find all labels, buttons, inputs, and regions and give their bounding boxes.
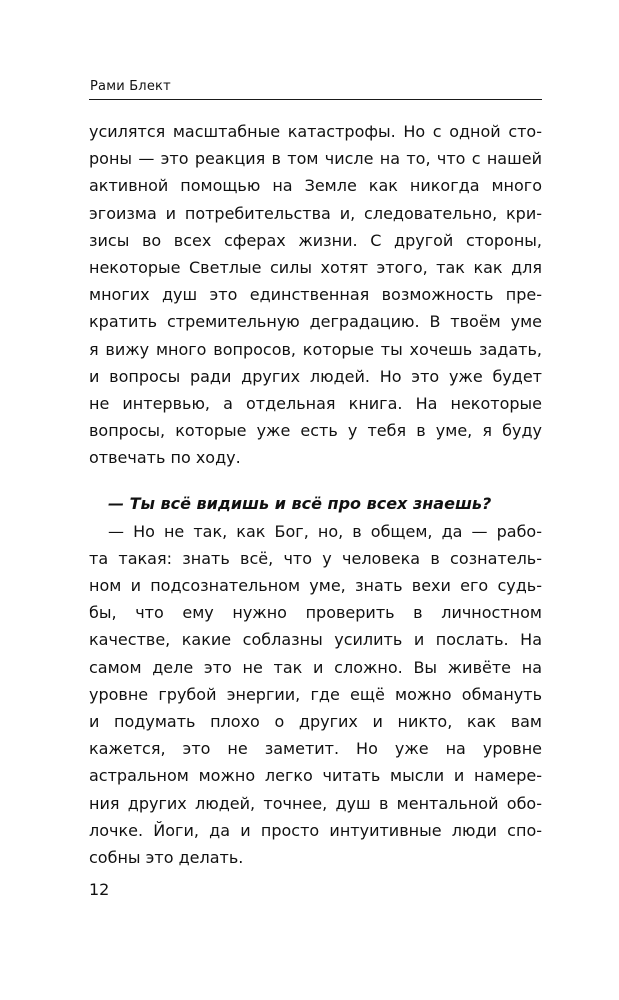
text-line: отвечать по ходу. bbox=[89, 448, 241, 468]
text-line: эгоизма и потребительства и, следовательно, кри- bbox=[89, 203, 542, 223]
text-line: качестве, какие соблазны усилить и послать. На bbox=[89, 630, 542, 650]
text-line: и подумать плохо о других и никто, как вам bbox=[89, 711, 542, 731]
text-line: и вопросы ради других людей. Но это уже будет bbox=[89, 366, 542, 386]
text-line: активной помощью на Земле как никогда много bbox=[89, 176, 542, 196]
page-number: 12 bbox=[89, 880, 110, 899]
text-line: вопросы, которые уже есть у тебя в уме, я буду bbox=[89, 421, 542, 441]
text-line: — Но не так, как Бог, но, в общем, да — рабо- bbox=[108, 521, 542, 541]
paragraph-gap bbox=[89, 471, 542, 490]
page-body bbox=[89, 118, 542, 871]
text-line: самом деле это не так и сложно. Вы живёте на bbox=[89, 657, 542, 677]
text-line: лочке. Йоги, да и просто интуитивные люди спо- bbox=[89, 820, 542, 840]
text-line: кажется, это не заметит. Но уже на уровне bbox=[89, 739, 542, 759]
interview-question: — Ты всё видишь и всё про всех знаешь? bbox=[108, 494, 492, 514]
paragraph-continuation bbox=[89, 118, 542, 471]
running-head-author: Рами Блект bbox=[90, 79, 171, 94]
page-header bbox=[89, 78, 542, 100]
text-line: не интервью, а отдельная книга. На некоторые bbox=[89, 393, 542, 413]
text-line: ном и подсознательном уме, знать вехи его судь- bbox=[89, 576, 542, 595]
text-line: ния других людей, точнее, душ в ментальной обо- bbox=[89, 793, 542, 813]
text-line: роны — это реакция в том числе на то, что с нашей bbox=[89, 149, 542, 169]
interview-answer bbox=[89, 518, 542, 871]
text-line: собны это делать. bbox=[89, 847, 244, 867]
text-line: бы, что ему нужно проверить в личностном bbox=[89, 603, 542, 623]
text-line: я вижу много вопросов, которые ты хочешь задать, bbox=[89, 339, 542, 359]
text-line: усилятся масштабные катастрофы. Но с одной сто- bbox=[89, 122, 542, 141]
text-line: кратить стремительную деградацию. В твоём уме bbox=[89, 312, 542, 332]
text-line: та такая: знать всё, что у человека в сознатель- bbox=[89, 548, 542, 568]
text-line: астральном можно легко читать мысли и намере- bbox=[89, 766, 542, 786]
header-rule bbox=[89, 99, 542, 100]
text-line: некоторые Светлые силы хотят этого, так как для bbox=[89, 257, 542, 277]
text-line: уровне грубой энергии, где ещё можно обмануть bbox=[89, 684, 542, 704]
text-line: зисы во всех сферах жизни. С другой стороны, bbox=[89, 230, 542, 250]
text-line: многих душ это единственная возможность пре- bbox=[89, 285, 542, 305]
